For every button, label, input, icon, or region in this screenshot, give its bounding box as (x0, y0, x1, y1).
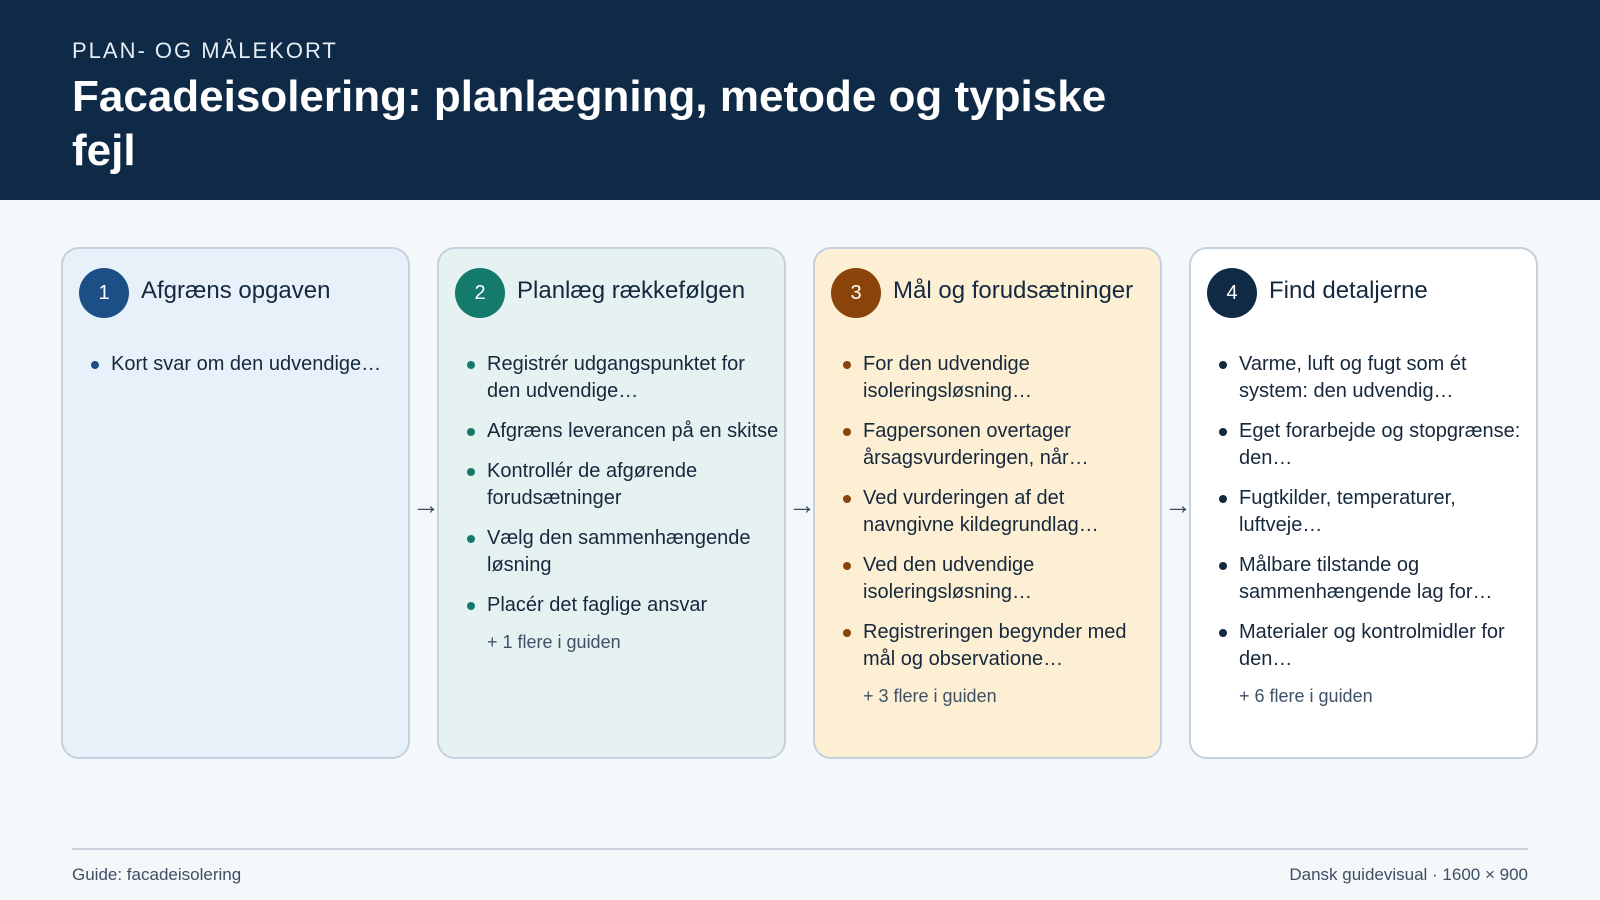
list-item: Kort svar om den udvendige… (111, 351, 403, 378)
step-card-2 (437, 247, 786, 759)
footer-source: Guide: facadeisolering (72, 865, 242, 884)
more-in-guide-note: + 3 flere i guiden (863, 686, 997, 706)
step-title: Find detaljerne (1269, 277, 1428, 304)
list-item: Ved den udvendige isoleringsløsning… (863, 552, 1155, 606)
step-item-list (863, 351, 1155, 707)
list-item: Registrér udgangspunktet for den udvendige… (487, 351, 779, 405)
arrow-right-icon: → (412, 489, 440, 520)
step-number-badge: 4 (1207, 268, 1257, 318)
step-title: Mål og forudsætninger (893, 277, 1134, 304)
footer-divider (72, 848, 1528, 850)
page-title: Facadeisolering: planlægning, metode og typiske fejl (72, 72, 1107, 175)
more-in-guide-note: + 6 flere i guiden (1239, 686, 1373, 706)
step-number-badge: 1 (79, 268, 129, 318)
step-item-list (1239, 351, 1531, 707)
step-title: Planlæg rækkefølgen (517, 277, 746, 304)
header-kicker: PLAN- OG MÅLEKORT (72, 38, 338, 63)
list-item: Varme, luft og fugt som ét system: den udvendig… (1239, 351, 1531, 405)
step-item-list (487, 351, 779, 653)
list-item: Afgræns leverancen på en skitse (487, 418, 779, 445)
header-banner (0, 0, 1600, 200)
list-item: Kontrollér de afgørende forudsætninger (487, 458, 779, 512)
list-item: Fugtkilder, temperaturer, luftveje… (1239, 485, 1531, 539)
step-number-badge: 3 (831, 268, 881, 318)
list-item: Registreringen begynder med mål og observatione… (863, 619, 1155, 673)
step-number-badge: 2 (455, 268, 505, 318)
step-item-list (111, 351, 403, 391)
list-item: Ved vurderingen af det navngivne kildegrundlag… (863, 485, 1155, 539)
list-item: Vælg den sammenhængende løsning (487, 525, 779, 579)
step-card-1 (61, 247, 410, 759)
list-item: Fagpersonen overtager årsagsvurderingen, når… (863, 418, 1155, 472)
list-item: Placér det faglige ansvar (487, 592, 779, 619)
list-item: Materialer og kontrolmidler for den… (1239, 619, 1531, 673)
list-item: Eget forarbejde og stopgrænse: den… (1239, 418, 1531, 472)
footer-meta: Dansk guidevisual · 1600 × 900 (1289, 865, 1528, 884)
list-item: Målbare tilstande og sammenhængende lag for… (1239, 552, 1531, 606)
list-item: For den udvendige isoleringsløsning… (863, 351, 1155, 405)
step-card-4 (1189, 247, 1538, 759)
step-card-3 (813, 247, 1162, 759)
arrow-right-icon: → (1164, 489, 1192, 520)
arrow-right-icon: → (788, 489, 816, 520)
more-in-guide-note: + 1 flere i guiden (487, 632, 621, 652)
step-title: Afgræns opgaven (141, 277, 331, 304)
